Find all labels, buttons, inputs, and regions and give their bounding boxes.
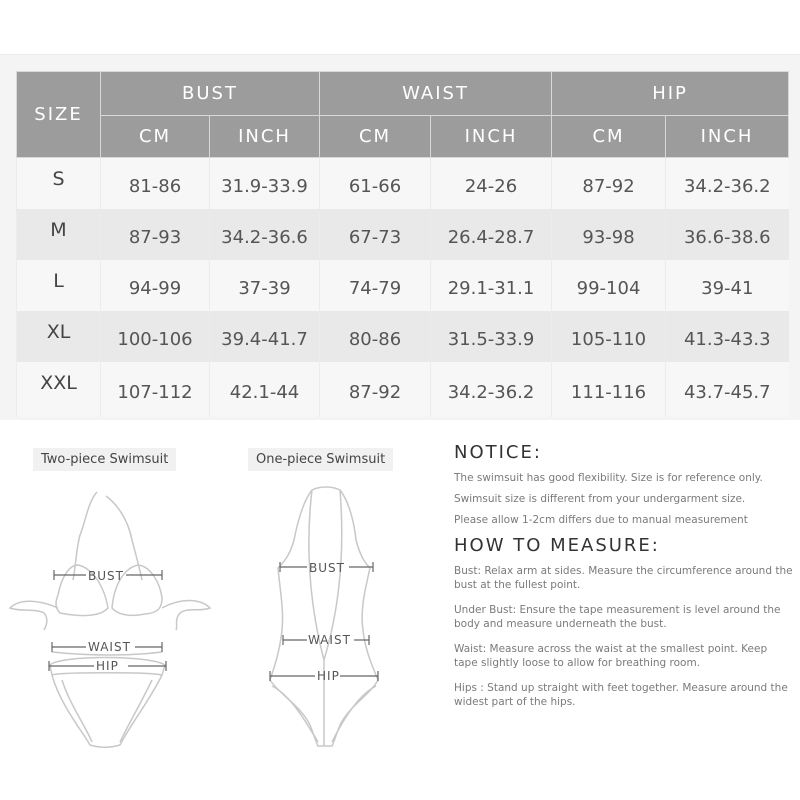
size-header: SIZE	[17, 72, 101, 158]
waist-cm-cell: 80-86	[320, 311, 431, 362]
waist-cm-cell: 87-92	[320, 362, 431, 417]
measure-hips-instruction: Hips : Stand up straight with feet together. Measure around the widest part of the hips.	[454, 682, 788, 708]
two-piece-title: Two-piece Swimsuit	[33, 448, 176, 471]
one-piece-title: One-piece Swimsuit	[248, 448, 393, 471]
waist-header: WAIST	[320, 72, 552, 116]
one-piece-hip-label: HIP	[317, 669, 340, 683]
waist-inch-cell: 34.2-36.2	[431, 362, 552, 417]
hip-cm-cell: 105-110	[552, 311, 666, 362]
bust-inch-cell: 39.4-41.7	[210, 311, 320, 362]
hip-inch-cell: 41.3-43.3	[666, 311, 789, 362]
hip-inch-cell: 34.2-36.2	[666, 158, 789, 209]
two-piece-swimsuit-illustration	[0, 480, 220, 750]
notice-title: NOTICE:	[454, 442, 542, 463]
waist-cm-cell: 61-66	[320, 158, 431, 209]
waist-inch-header: INCH	[431, 116, 552, 158]
size-cell: M	[17, 209, 101, 260]
waist-inch-cell: 26.4-28.7	[431, 209, 552, 260]
waist-inch-cell: 31.5-33.9	[431, 311, 552, 362]
waist-cm-header: CM	[320, 116, 431, 158]
measure-waist-instruction: Waist: Measure across the waist at the smallest point. Keep tape slightly loose to allow for breathing room.	[454, 643, 768, 669]
bust-cm-cell: 100-106	[101, 311, 210, 362]
size-cell: L	[17, 260, 101, 311]
hip-inch-cell: 43.7-45.7	[666, 362, 789, 417]
notice-line: The swimsuit has good flexibility. Size is for reference only.	[454, 472, 763, 484]
table-row	[17, 158, 789, 209]
size-cell: XXL	[17, 362, 101, 417]
table-row	[17, 209, 789, 260]
one-piece-swimsuit-illustration	[220, 480, 440, 770]
hip-header: HIP	[552, 72, 789, 116]
bust-inch-header: INCH	[210, 116, 320, 158]
hip-cm-cell: 111-116	[552, 362, 666, 417]
waist-cm-cell: 74-79	[320, 260, 431, 311]
bust-inch-cell: 37-39	[210, 260, 320, 311]
size-cell: XL	[17, 311, 101, 362]
size-cell: S	[17, 158, 101, 209]
hip-inch-cell: 36.6-38.6	[666, 209, 789, 260]
bust-inch-cell: 34.2-36.6	[210, 209, 320, 260]
bust-cm-cell: 94-99	[101, 260, 210, 311]
hip-cm-header: CM	[552, 116, 666, 158]
measure-bust-instruction: Bust: Relax arm at sides. Measure the circumference around the bust at the fullest point.	[454, 565, 793, 591]
hip-inch-cell: 39-41	[666, 260, 789, 311]
waist-cm-cell: 67-73	[320, 209, 431, 260]
table-row	[17, 260, 789, 311]
waist-inch-cell: 24-26	[431, 158, 552, 209]
bust-cm-cell: 107-112	[101, 362, 210, 417]
one-piece-bust-label: BUST	[309, 561, 345, 575]
waist-inch-cell: 29.1-31.1	[431, 260, 552, 311]
bust-cm-header: CM	[101, 116, 210, 158]
notice-section	[454, 442, 794, 720]
size-chart-table	[16, 71, 789, 417]
hip-cm-cell: 93-98	[552, 209, 666, 260]
bust-cm-cell: 81-86	[101, 158, 210, 209]
one-piece-waist-label: WAIST	[308, 633, 351, 647]
hip-cm-cell: 99-104	[552, 260, 666, 311]
two-piece-waist-label: WAIST	[88, 640, 131, 654]
table-row	[17, 311, 789, 362]
two-piece-hip-label: HIP	[96, 659, 119, 673]
bust-header: BUST	[101, 72, 320, 116]
two-piece-bust-label: BUST	[88, 569, 124, 583]
bust-inch-cell: 42.1-44	[210, 362, 320, 417]
hip-cm-cell: 87-92	[552, 158, 666, 209]
hip-inch-header: INCH	[666, 116, 789, 158]
notice-line: Please allow 1-2cm differs due to manual measurement	[454, 514, 748, 526]
how-to-measure-title: HOW TO MEASURE:	[454, 535, 660, 556]
bust-inch-cell: 31.9-33.9	[210, 158, 320, 209]
bust-cm-cell: 87-93	[101, 209, 210, 260]
measure-under-bust-instruction: Under Bust: Ensure the tape measurement is level around the body and measure underneath the bust.	[454, 604, 781, 630]
notice-line: Swimsuit size is different from your undergarment size.	[454, 493, 746, 505]
table-row	[17, 362, 789, 417]
